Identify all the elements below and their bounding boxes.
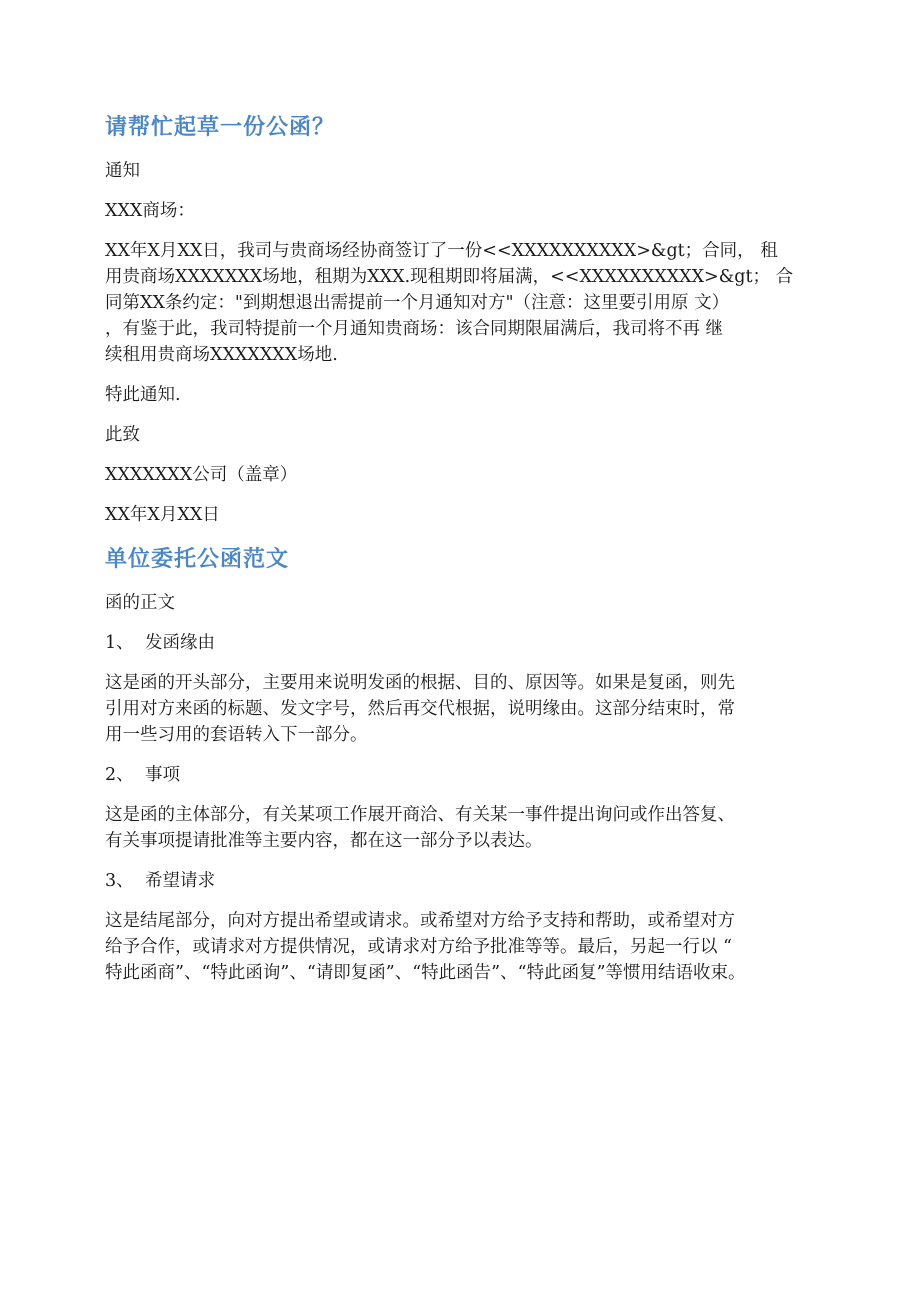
body-line: ，有鉴于此，我司特提前一个月通知贵商场：该合同期限届满后，我司将不再 继 xyxy=(105,319,724,339)
item-heading-text: 事项 xyxy=(145,765,180,785)
section2-intro: 函的正文 xyxy=(105,593,175,613)
section1-title: 请帮忙起草一份公函？ xyxy=(105,115,336,140)
item-number: 2、 xyxy=(105,765,134,785)
item-paragraph xyxy=(105,802,817,854)
item-heading xyxy=(105,762,817,788)
item-heading-text: 发函缘由 xyxy=(145,633,215,653)
item-line: 用一些习用的套语转入下一部分。 xyxy=(105,725,368,745)
item-line: 这是结尾部分，向对方提出希望或请求。或希望对方给予支持和帮助，或希望对方 xyxy=(105,911,735,931)
body-line: 同第XX条约定："到期想退出需提前一个月通知对方"（注意：这里要引用原 文） xyxy=(105,293,730,313)
item-paragraph xyxy=(105,908,817,986)
item-heading-text: 希望请求 xyxy=(145,871,215,891)
item-line: 这是函的开头部分，主要用来说明发函的根据、目的、原因等。如果是复函，则先 xyxy=(105,673,735,693)
body-line: XX年X月XX日，我司与贵商场经协商签订了一份<<XXXXXXXXXX>&gt；合同， 租 xyxy=(105,241,778,261)
item-paragraph xyxy=(105,670,817,748)
item-line: 给予合作，或请求对方提供情况，或请求对方给予批准等等。最后，另起一行以 “ xyxy=(105,937,733,957)
item-line: 有关事项提请批准等主要内容，都在这一部分予以表达。 xyxy=(105,831,543,851)
closing-text: 特此通知. xyxy=(105,385,181,405)
item-heading xyxy=(105,868,817,894)
body-line: 用贵商场XXXXXXX场地，租期为XXX.现租期即将届满，<<XXXXXXXXXX>&gt； 合 xyxy=(105,267,794,287)
signer: XXXXXXX公司（盖章） xyxy=(105,465,298,485)
date: XX年X月XX日 xyxy=(105,505,220,525)
item-number: 3、 xyxy=(105,871,134,891)
item-number: 1、 xyxy=(105,633,134,653)
item-line: 特此函商”、“特此函询”、“请即复函”、“特此函告”、“特此函复”等惯用结语收束。 xyxy=(105,963,746,983)
document-page xyxy=(105,110,817,1000)
addressee: XXX商场： xyxy=(105,201,195,221)
item-line: 引用对方来函的标题、发文字号，然后再交代根据，说明缘由。这部分结束时，常 xyxy=(105,699,735,719)
item-line: 这是函的主体部分，有关某项工作展开商洽、有关某一事件提出询问或作出答复、 xyxy=(105,805,735,825)
notice-body xyxy=(105,238,817,368)
body-line: 续租用贵商场XXXXXXX场地. xyxy=(105,345,338,365)
section2-title: 单位委托公函范文 xyxy=(105,547,290,572)
notice-label: 通知 xyxy=(105,161,140,181)
item-heading xyxy=(105,630,817,656)
salutation: 此致 xyxy=(105,425,140,445)
